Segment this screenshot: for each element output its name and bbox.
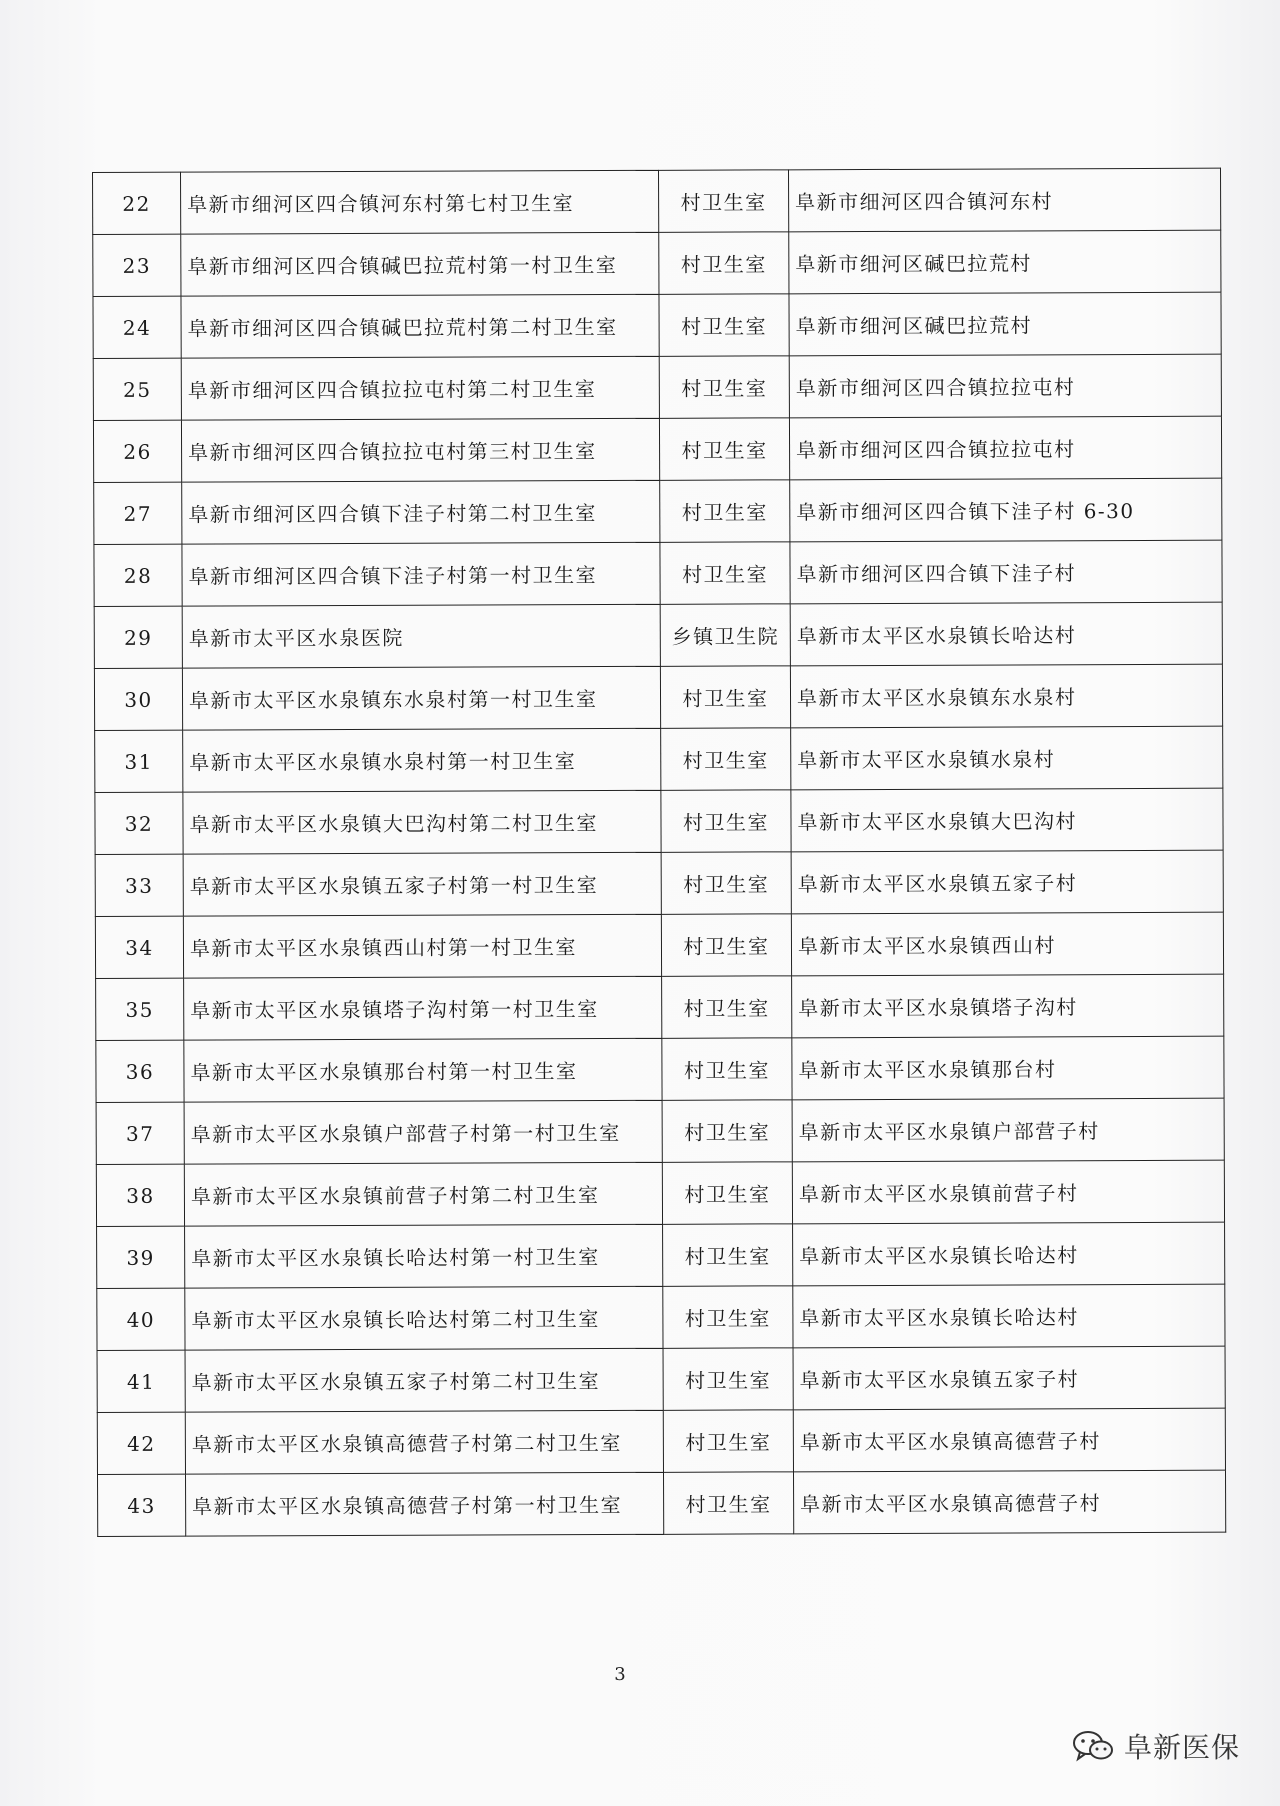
institution-name-cell: 阜新市细河区四合镇下洼子村第一村卫生室 xyxy=(182,542,660,606)
institution-type-cell: 村卫生室 xyxy=(662,976,792,1038)
table-row xyxy=(96,1098,1224,1164)
institution-name-cell: 阜新市太平区水泉镇西山村第一村卫生室 xyxy=(183,914,661,978)
row-number-cell: 32 xyxy=(95,792,183,854)
institution-type-cell: 村卫生室 xyxy=(661,852,791,914)
row-number-cell: 35 xyxy=(96,978,184,1040)
row-number-cell: 25 xyxy=(93,358,181,420)
address-cell: 阜新市太平区水泉镇高德营子村 xyxy=(793,1408,1225,1472)
institution-type-cell: 村卫生室 xyxy=(658,170,788,232)
institution-type-cell: 村卫生室 xyxy=(660,480,790,542)
row-number-cell: 22 xyxy=(93,172,181,234)
table-row xyxy=(93,230,1221,296)
institution-name-cell: 阜新市太平区水泉医院 xyxy=(182,604,660,668)
address-cell: 阜新市太平区水泉镇塔子沟村 xyxy=(792,974,1224,1038)
institution-type-cell: 村卫生室 xyxy=(661,790,791,852)
row-number-cell: 36 xyxy=(96,1040,184,1102)
institution-name-cell: 阜新市细河区四合镇碱巴拉荒村第二村卫生室 xyxy=(181,294,659,358)
row-number-cell: 30 xyxy=(94,668,182,730)
address-cell: 阜新市太平区水泉镇户部营子村 xyxy=(792,1098,1224,1162)
institution-type-cell: 村卫生室 xyxy=(659,418,789,480)
row-number-cell: 42 xyxy=(97,1412,185,1474)
institution-type-cell: 村卫生室 xyxy=(660,542,790,604)
table-row xyxy=(97,1284,1225,1350)
address-cell: 阜新市细河区四合镇河东村 xyxy=(788,168,1220,232)
address-cell: 阜新市太平区水泉镇东水泉村 xyxy=(790,664,1222,728)
row-number-cell: 24 xyxy=(93,296,181,358)
institution-name-cell: 阜新市太平区水泉镇长哈达村第二村卫生室 xyxy=(185,1286,663,1350)
institution-name-cell: 阜新市太平区水泉镇东水泉村第一村卫生室 xyxy=(182,666,660,730)
institution-table xyxy=(92,168,1226,1537)
institution-name-cell: 阜新市太平区水泉镇水泉村第一村卫生室 xyxy=(183,728,661,792)
institution-type-cell: 村卫生室 xyxy=(663,1224,793,1286)
row-number-cell: 41 xyxy=(97,1350,185,1412)
address-cell: 阜新市细河区四合镇下洼子村 xyxy=(790,540,1222,604)
row-number-cell: 31 xyxy=(95,730,183,792)
address-cell: 阜新市太平区水泉镇大巴沟村 xyxy=(791,788,1223,852)
institution-name-cell: 阜新市细河区四合镇拉拉屯村第三村卫生室 xyxy=(181,418,659,482)
row-number-cell: 40 xyxy=(97,1288,185,1350)
table-row xyxy=(95,726,1223,792)
institution-type-cell: 村卫生室 xyxy=(663,1286,793,1348)
table-row xyxy=(93,354,1221,420)
address-cell: 阜新市细河区碱巴拉荒村 xyxy=(789,230,1221,294)
institution-name-cell: 阜新市细河区四合镇拉拉屯村第二村卫生室 xyxy=(181,356,659,420)
institution-type-cell: 村卫生室 xyxy=(661,728,791,790)
institution-name-cell: 阜新市细河区四合镇河东村第七村卫生室 xyxy=(181,170,659,234)
row-number-cell: 28 xyxy=(94,544,182,606)
address-cell: 阜新市太平区水泉镇五家子村 xyxy=(793,1346,1225,1410)
table-row xyxy=(97,1346,1225,1412)
address-cell: 阜新市太平区水泉镇水泉村 xyxy=(791,726,1223,790)
table-row xyxy=(96,1160,1224,1226)
institution-type-cell: 村卫生室 xyxy=(662,1038,792,1100)
address-cell: 阜新市细河区四合镇拉拉屯村 xyxy=(789,354,1221,418)
table-row xyxy=(97,1408,1225,1474)
table-row xyxy=(93,292,1221,358)
address-cell: 阜新市太平区水泉镇西山村 xyxy=(791,912,1223,976)
table-row xyxy=(94,478,1222,544)
institution-type-cell: 村卫生室 xyxy=(662,1162,792,1224)
institution-type-cell: 村卫生室 xyxy=(663,1348,793,1410)
page-number: 3 xyxy=(614,1664,626,1685)
table-row xyxy=(95,788,1223,854)
institution-name-cell: 阜新市太平区水泉镇前营子村第二村卫生室 xyxy=(184,1162,662,1226)
address-cell: 阜新市太平区水泉镇长哈达村 xyxy=(793,1284,1225,1348)
table-row xyxy=(93,416,1221,482)
table-row xyxy=(94,540,1222,606)
institution-type-cell: 村卫生室 xyxy=(659,294,789,356)
row-number-cell: 33 xyxy=(95,854,183,916)
address-cell: 阜新市细河区四合镇下洼子村 6-30 xyxy=(790,478,1222,542)
institution-type-cell: 村卫生室 xyxy=(660,666,790,728)
institution-name-cell: 阜新市太平区水泉镇五家子村第二村卫生室 xyxy=(185,1348,663,1412)
institution-type-cell: 村卫生室 xyxy=(663,1410,793,1472)
row-number-cell: 39 xyxy=(97,1226,185,1288)
institution-type-cell: 村卫生室 xyxy=(659,232,789,294)
address-cell: 阜新市太平区水泉镇五家子村 xyxy=(791,850,1223,914)
institution-name-cell: 阜新市太平区水泉镇户部营子村第一村卫生室 xyxy=(184,1100,662,1164)
table-body xyxy=(93,168,1226,1536)
institution-name-cell: 阜新市太平区水泉镇长哈达村第一村卫生室 xyxy=(185,1224,663,1288)
row-number-cell: 26 xyxy=(93,420,181,482)
institution-name-cell: 阜新市太平区水泉镇高德营子村第一村卫生室 xyxy=(186,1472,664,1536)
table-row xyxy=(95,912,1223,978)
table-row xyxy=(94,664,1222,730)
institution-type-cell: 村卫生室 xyxy=(662,1100,792,1162)
row-number-cell: 27 xyxy=(94,482,182,544)
table-row xyxy=(96,974,1224,1040)
institution-type-cell: 村卫生室 xyxy=(663,1472,793,1534)
institution-type-cell: 乡镇卫生院 xyxy=(660,604,790,666)
institution-name-cell: 阜新市细河区四合镇下洼子村第二村卫生室 xyxy=(182,480,660,544)
table-row xyxy=(95,850,1223,916)
institution-name-cell: 阜新市太平区水泉镇高德营子村第二村卫生室 xyxy=(185,1410,663,1474)
table-row xyxy=(98,1470,1226,1536)
institution-name-cell: 阜新市太平区水泉镇大巴沟村第二村卫生室 xyxy=(183,790,661,854)
row-number-cell: 38 xyxy=(96,1164,184,1226)
row-number-cell: 37 xyxy=(96,1102,184,1164)
row-number-cell: 23 xyxy=(93,234,181,296)
address-cell: 阜新市太平区水泉镇那台村 xyxy=(792,1036,1224,1100)
watermark-label: 阜新医保 xyxy=(1123,1731,1240,1764)
row-number-cell: 29 xyxy=(94,606,182,668)
address-cell: 阜新市细河区四合镇拉拉屯村 xyxy=(789,416,1221,480)
address-cell: 阜新市太平区水泉镇长哈达村 xyxy=(790,602,1222,666)
address-cell: 阜新市太平区水泉镇高德营子村 xyxy=(793,1470,1225,1534)
institution-type-cell: 村卫生室 xyxy=(659,356,789,418)
address-cell: 阜新市太平区水泉镇前营子村 xyxy=(792,1160,1224,1224)
wechat-icon xyxy=(1072,1729,1114,1763)
institution-name-cell: 阜新市细河区四合镇碱巴拉荒村第一村卫生室 xyxy=(181,232,659,296)
table-row xyxy=(94,602,1222,668)
institution-name-cell: 阜新市太平区水泉镇那台村第一村卫生室 xyxy=(184,1038,662,1102)
account-watermark xyxy=(1072,1726,1240,1766)
address-cell: 阜新市太平区水泉镇长哈达村 xyxy=(793,1222,1225,1286)
row-number-cell: 43 xyxy=(98,1474,186,1536)
institution-type-cell: 村卫生室 xyxy=(661,914,791,976)
institution-name-cell: 阜新市太平区水泉镇塔子沟村第一村卫生室 xyxy=(184,976,662,1040)
table-row xyxy=(97,1222,1225,1288)
address-cell: 阜新市细河区碱巴拉荒村 xyxy=(789,292,1221,356)
institution-name-cell: 阜新市太平区水泉镇五家子村第一村卫生室 xyxy=(183,852,661,916)
table-row xyxy=(96,1036,1224,1102)
row-number-cell: 34 xyxy=(95,916,183,978)
table-row xyxy=(93,168,1221,234)
